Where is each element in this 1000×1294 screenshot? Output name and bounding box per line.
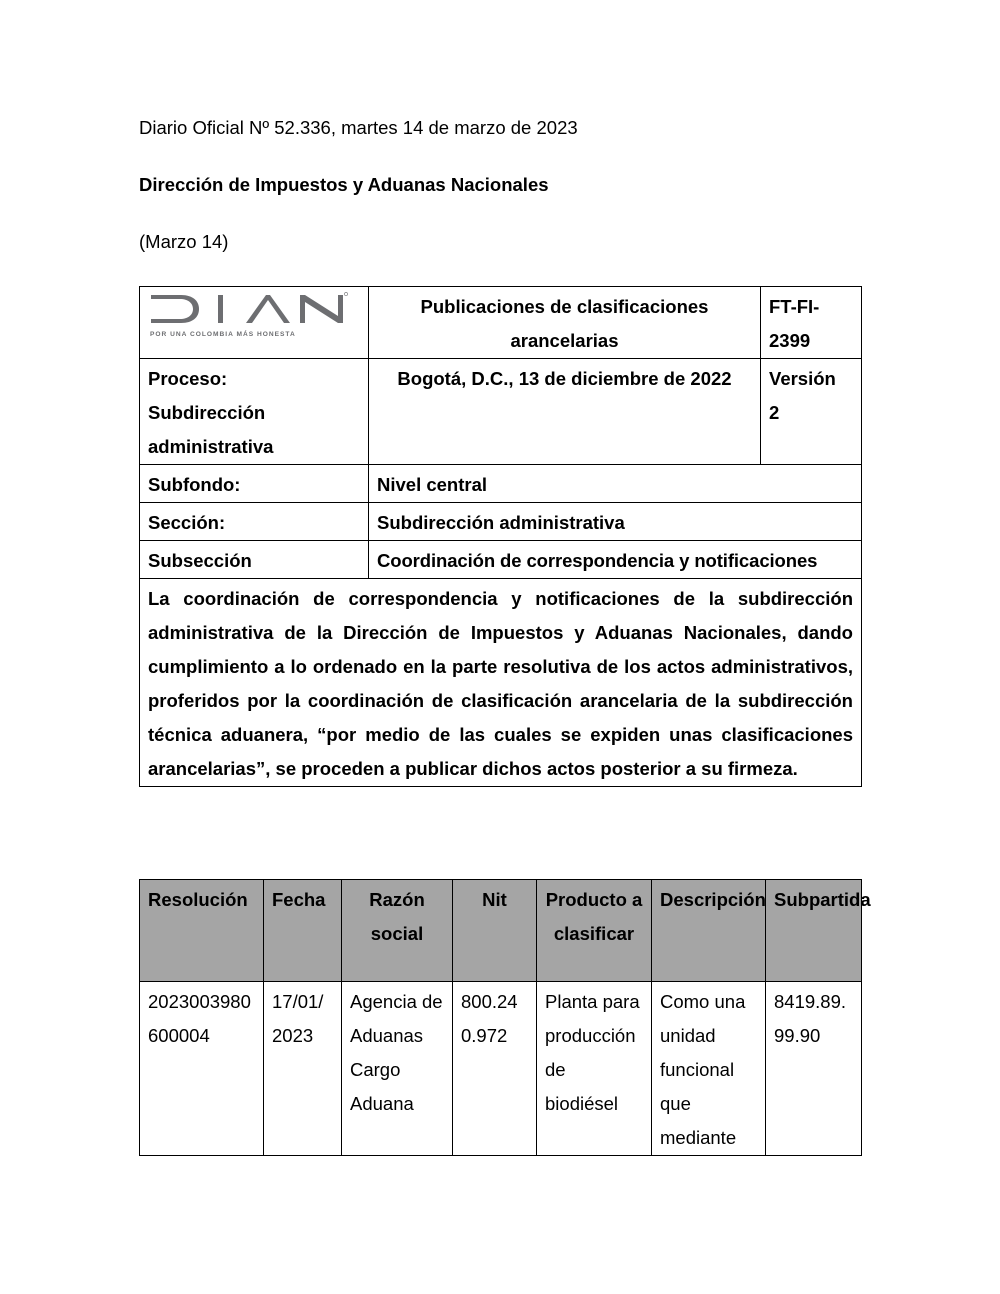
col-header-subpartida: Subpartida xyxy=(766,880,862,982)
col-header-razon: Razón social xyxy=(342,880,453,982)
seccion-value: Subdirección administrativa xyxy=(369,503,862,541)
table-row xyxy=(140,982,862,1156)
diario-line: Diario Oficial Nº 52.336, martes 14 de marzo de 2023 xyxy=(139,117,578,138)
cell-producto: Planta para producción de biodiésel xyxy=(537,982,652,1156)
logo-tagline: POR UNA COLOMBIA MÁS HONESTA xyxy=(150,331,296,338)
version-label: Versión xyxy=(769,368,836,389)
cell-razon: Agencia de Aduanas Cargo Aduana xyxy=(342,982,453,1156)
process-cell xyxy=(140,359,369,465)
version-value: 2 xyxy=(769,402,780,423)
form-title: Publicaciones de clasificaciones arancelarias xyxy=(369,287,761,359)
col-header-producto: Producto a clasificar xyxy=(537,880,652,982)
cell-fecha: 17/01/2023 xyxy=(264,982,342,1156)
col-header-descripcion: Descripción xyxy=(652,880,766,982)
subfondo-value: Nivel central xyxy=(369,465,862,503)
classification-table xyxy=(139,879,871,1156)
cell-resolucion: 2023003980600004 xyxy=(140,982,264,1156)
cell-subpartida: 8419.89.99.90 xyxy=(766,982,862,1156)
form-code: FT-FI-2399 xyxy=(761,287,862,359)
cell-nit: 800.240.972 xyxy=(453,982,537,1156)
version-cell xyxy=(761,359,862,465)
process-value: Subdirección administrativa xyxy=(148,402,274,457)
form-header-table xyxy=(139,286,862,787)
dian-logo xyxy=(148,289,348,341)
place-date: Bogotá, D.C., 13 de diciembre de 2022 xyxy=(369,359,761,465)
date-line: (Marzo 14) xyxy=(139,231,229,252)
subseccion-label: Subsección xyxy=(140,541,369,579)
col-header-resolucion: Resolución xyxy=(140,880,264,982)
subfondo-label: Subfondo: xyxy=(140,465,369,503)
logo-cell xyxy=(140,287,369,359)
entity-heading: Dirección de Impuestos y Aduanas Nacionales xyxy=(139,174,549,195)
intro-paragraph: La coordinación de correspondencia y notificaciones de la subdirección administrativa de la Dirección de Impuestos y Aduanas Nacionales, dando cumplimiento a lo ordenado en la parte resolutiva de los actos administrativos, proferidos por la coordinación de clasificación arancelaria de la subdirección técnica aduanera, “por medio de las cuales se expiden unas clasificaciones arancelarias”, se proceden a publicar dichos actos posterior a su firmeza. xyxy=(140,579,862,787)
col-header-nit: Nit xyxy=(453,880,537,982)
seccion-label: Sección: xyxy=(140,503,369,541)
col-header-fecha: Fecha xyxy=(264,880,342,982)
cell-descripcion: Como una unidad funcional que mediante xyxy=(652,982,766,1156)
process-label: Proceso: xyxy=(148,368,228,389)
subseccion-value: Coordinación de correspondencia y notificaciones xyxy=(369,541,862,579)
